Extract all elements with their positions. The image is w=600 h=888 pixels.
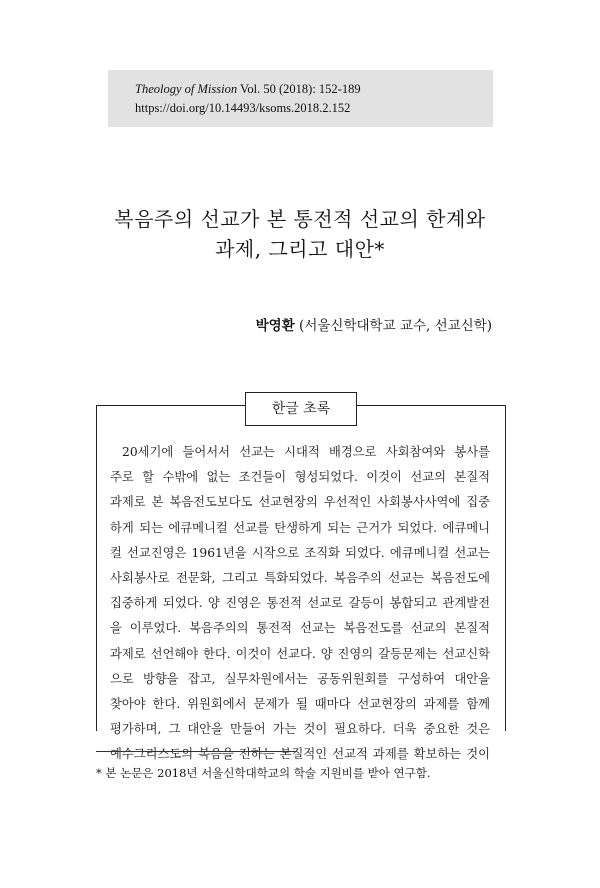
abstract-line: 예수그리스도의 복음을 전하는 본질적인 선교적 과제를 확보하는 것이 xyxy=(110,747,490,762)
abstract-line: 사회봉사로 전문화, 그리고 특화되었다. 복음주의 선교는 복음전도에 xyxy=(110,571,490,586)
abstract-line: 과제로 본 복음전도보다도 선교현장의 우선적인 사회봉사사역에 집중 xyxy=(110,495,490,510)
author-affiliation: (서울신학대학교 교수, 선교신학) xyxy=(294,318,492,334)
abstract-line: 으로 방향을 잡고, 실무차원에서는 공동위원회를 구성하여 대안을 xyxy=(110,671,490,686)
doi-link[interactable]: https://doi.org/10.14493/ksoms.2018.2.152 xyxy=(135,101,351,115)
volume-info: Vol. 50 (2018): 152-189 xyxy=(237,82,361,96)
citation-line xyxy=(135,82,361,97)
journal-name: Theology of Mission xyxy=(135,82,238,96)
abstract-line: 20세기에 들어서서 선교는 시대적 배경으로 사회참여와 봉사를 xyxy=(122,445,490,459)
abstract-line: 주로 할 수밖에 없는 조건들이 형성되었다. 이것이 선교의 본질적 xyxy=(110,470,490,485)
footnote: * 본 논문은 2018년 서울신학대학교의 학술 지원비를 받아 연구함. xyxy=(96,766,431,780)
abstract-line: 찾아야 한다. 위원회에서 문제가 될 때마다 선교현장의 과제를 함께 xyxy=(110,697,490,712)
abstract-heading: 한글 초록 xyxy=(245,392,357,426)
abstract-line: 집중하게 되었다. 양 진영은 통전적 선교로 갈등이 봉합되고 관계발전 xyxy=(110,596,490,611)
abstract-line: 을 이루었다. 복음주의의 통전적 선교는 복음전도를 선교의 본질적 xyxy=(110,621,490,636)
abstract-line: 과제로 선언해야 한다. 이것이 선교다. 양 진영의 갈등문제는 선교신학 xyxy=(110,646,490,661)
abstract-line: 하게 되는 에큐메니컬 선교를 탄생하게 되는 근거가 되었다. 에큐메니 xyxy=(110,520,490,535)
author-line xyxy=(256,314,492,334)
abstract-body xyxy=(110,440,490,768)
paper-title-line-1: 복음주의 선교가 본 통전적 선교의 한계와 xyxy=(114,207,486,231)
footnote-divider xyxy=(96,751,296,752)
abstract-line: 평가하며, 그 대안을 만들어 가는 것이 필요하다. 더욱 중요한 것은 xyxy=(110,722,490,737)
paper-title-line-2: 과제, 그리고 대안* xyxy=(215,237,385,261)
abstract-line: 컬 선교진영은 1961년을 시작으로 조직화 되었다. 에큐메니컬 선교는 xyxy=(110,545,490,560)
citation-header-box xyxy=(108,70,493,127)
author-name: 박영환 xyxy=(255,318,295,334)
